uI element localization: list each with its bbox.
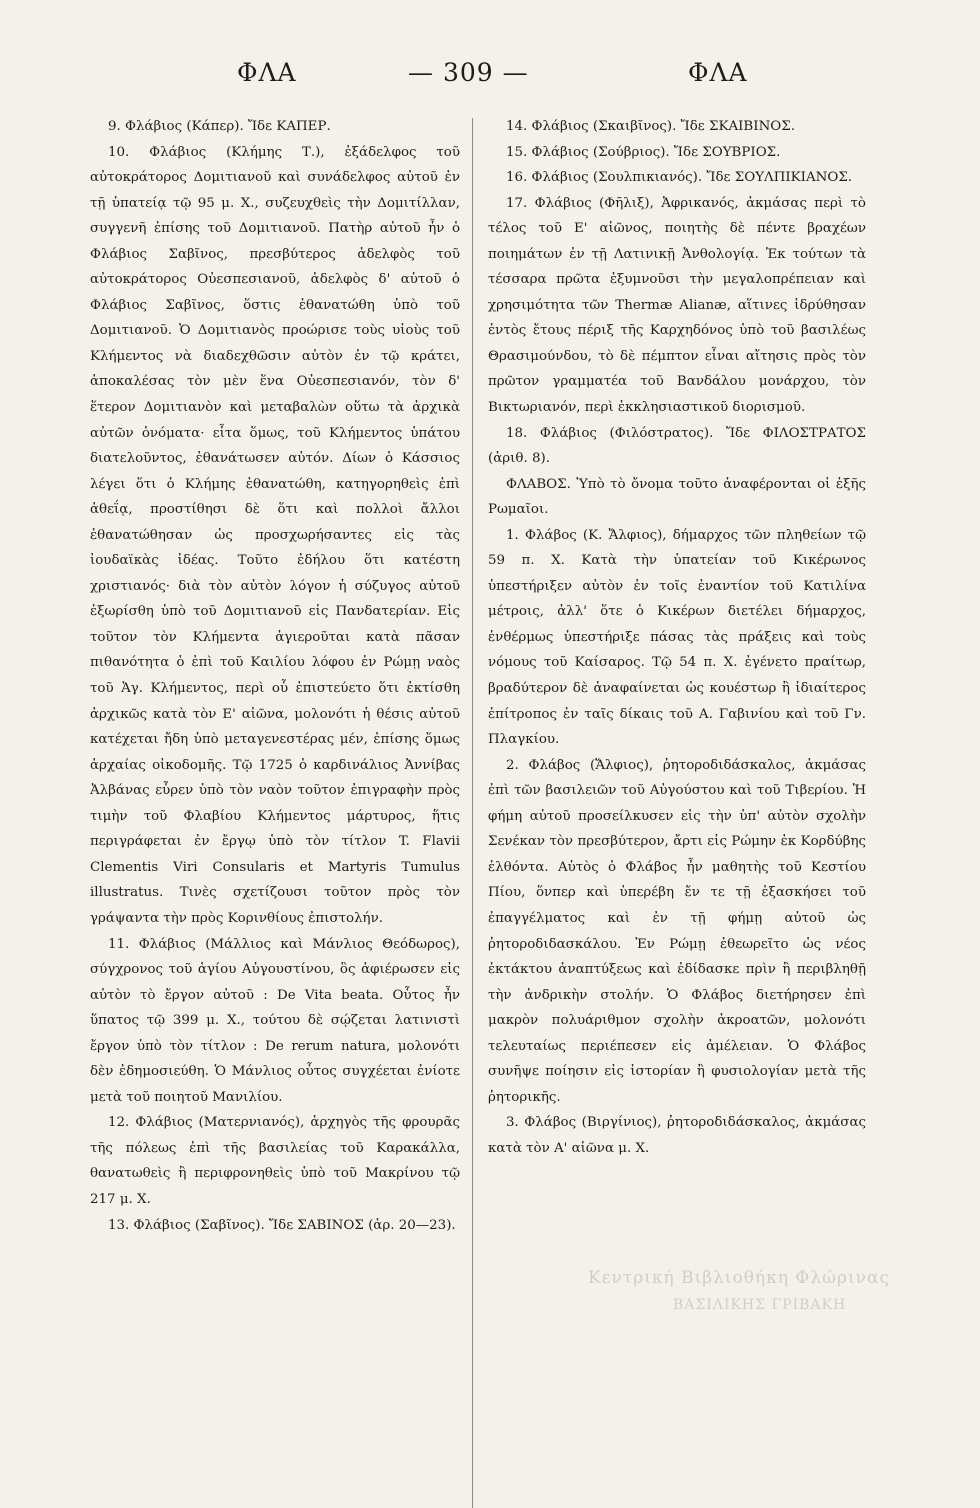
entry-17: 17. Φλάβιος (Φῆλιξ), Ἀφρικανός, ἀκμάσας περὶ τὸ τέλος τοῦ Ε' αἰῶνος, ποιητὴς δὲ πέντε βραχέων ποιημάτων ἐν τῇ Λατινικῇ Ἀνθολογίᾳ. Ἐκ τούτων τὰ τέσσαρα πρῶτα ἐξυμνοῦσι τὴν μεγαλοπρέπειαν καὶ χρησιμότητα τῶν Thermæ Alianæ, αἵτινες ἱδρύθησαν ἐντὸς ἔτους πέριξ τῆς Καρχηδόνος ὑπὸ τοῦ βασιλέως Θρασιμούνδου, τὸ δὲ πέμπτον εἶναι αἴτησις πρὸς τὸν πρῶτον γραμματέα τοῦ Βανδάλου μονάρχου, τὸν Βικτωριανόν, περὶ ἐκκλησιαστικοῦ διορισμοῦ. (488, 195, 866, 416)
right-column (488, 114, 866, 1161)
heading-flavos: ΦΛΑΒΟΣ. Ὑπὸ τὸ ὄνομα τοῦτο ἀναφέρονται οἱ ἑξῆς Ρωμαῖοι. (488, 476, 866, 518)
entry-14: 14. Φλάβιος (Σκαιβῖνος). Ἴδε ΣΚΑΙΒΙΝΟΣ. (506, 119, 795, 134)
entry-18: 18. Φλάβιος (Φιλόστρατος). Ἴδε ΦΙΛΟΣΤΡΑΤΟΣ (ἀριθ. 8). (488, 425, 866, 467)
left-column (90, 114, 460, 1238)
entry-12: 12. Φλάβιος (Ματερνιανός), ἀρχηγὸς τῆς φρουρᾶς τῆς πόλεως ἐπὶ τῆς βασιλείας τοῦ Καρακάλλα, θανατωθεὶς ἢ περιφρονηθεὶς ὑπὸ τοῦ Μακρίνου τῷ 217 μ. Χ. (90, 1115, 460, 1207)
entry-11: 11. Φλάβιος (Μάλλιος καὶ Μάνλιος Θεόδωρος), σύγχρονος τοῦ ἁγίου Αὐγουστίνου, ὃς ἀφιέρωσεν εἰς αὐτὸν τὸ ἔργον αὐτοῦ : De Vita beata. Οὗτος ἦν ὕπατος τῷ 399 μ. Χ., τούτου δὲ σῴζεται λατινιστὶ ἔργον ὑπὸ τὸν τίτλον : De rerum natura, μολονότι δὲν ἐδημοσιεύθη. Ὁ Μάνλιος οὗτος συγχέεται ἐνίοτε μετὰ τοῦ ποιητοῦ Μανιλίου. (90, 936, 460, 1105)
library-watermark-sub: ΒΑΣΙΛΙΚΗΣ ΓΡΙΒΑΚΗ (673, 1297, 847, 1313)
entry-15: 15. Φλάβιος (Σούβριος). Ἴδε ΣΟΥΒΡΙΟΣ. (506, 144, 781, 160)
column-divider (472, 118, 473, 1508)
header-left-word: ΦΛΑ (237, 58, 297, 87)
entry-13: 13. Φλάβιος (Σαβῖνος). Ἴδε ΣΑΒΙΝΟΣ (ἀρ. 20—23). (108, 1217, 456, 1233)
library-watermark: Κεντρική Βιβλιοθήκη Φλώρινας (588, 1268, 890, 1288)
entry-flavos-3: 3. Φλάβος (Βιργίνιος), ῥητοροδιδάσκαλος, ἀκμάσας κατὰ τὸν Α' αἰῶνα μ. Χ. (488, 1115, 866, 1156)
header-right-word: ΦΛΑ (688, 58, 748, 87)
page-number: — 309 — (408, 58, 529, 87)
entry-9: 9. Φλάβιος (Κάπερ). Ἴδε ΚΑΠΕΡ. (108, 119, 331, 134)
entry-10: 10. Φλάβιος (Κλήμης Τ.), ἐξάδελφος τοῦ αὐτοκράτορος Δομιτιανοῦ καὶ συνάδελφος αὐτοῦ ἐν τῇ ὑπατείᾳ τῷ 95 μ. Χ., συζευχθεὶς τὴν Δομιτίλλαν, συγγενῆ ἐπίσης τοῦ Δομιτιανοῦ. Πατὴρ αὐτοῦ ἦν ὁ Φλάβιος Σαβῖνος, πρεσβύτερος ἀδελφὸς τοῦ αὐτοκράτορος Οὐεσπεσιανοῦ, ἀδελφὸς δ' αὐτοῦ ὁ Φλάβιος Σαβῖνος, ὅστις ἐθανατώθη ὑπὸ τοῦ Δομιτιανοῦ. Ὁ Δομιτιανὸς προώρισε τοὺς υἱοὺς τοῦ Κλήμεντος νὰ διαδεχθῶσιν αὐτὸν ἐν τῷ κράτει, ἀποκαλέσας τὸν μὲν ἕνα Οὐεσπεσιανόν, τὸν δ' ἕτερον Δομιτιανὸν καὶ μεταβαλὼν οὕτω τὰ ἀρχικὰ αὐτῶν ὀνόματα· εἶτα ὅμως, τοῦ Κλήμεντος ὑπάτου διατελοῦντος, ἐθανάτωσεν αὐτόν. Δίων ὁ Κάσσιος λέγει ὅτι ὁ Κλήμης ἐθανατώθη, κατηγορηθεὶς ἐπὶ ἀθεΐᾳ, προστίθησι δὲ ὅτι καὶ πολλοὶ ἄλλοι ἐθανατώθησαν ὡς προσχωρήσαντες εἰς τὰς ἰουδαϊκὰς ἰδέας. Τοῦτο ἐδήλου ὅτι κατέστη χριστιανός· διὰ τὸν αὐτὸν λόγον ἡ σύζυγος αὐτοῦ ἐξωρίσθη ὑπὸ τοῦ Δομιτιανοῦ εἰς Πανδατερίαν. Εἰς τοῦτον τὸν Κλήμεντα ἀγιεροῦται κατὰ πᾶσαν πιθανότητα ὁ ἐπὶ τοῦ Καιλίου λόφου ἐν Ρώμῃ ναὸς τοῦ Ἁγ. Κλήμεντος, περὶ οὗ ἐπιστεύετο ὅτι ἐκτίσθη ἀρχικῶς κατὰ τὸν Ε' αἰῶνα, μολονότι ἡ θέσις αὐτοῦ κατέχεται ἤδη ὑπὸ μεταγενεστέρας μέν, ἐπίσης ὅμως ἀρχαίας οἰκοδομῆς. Τῷ 1725 ὁ καρδινάλιος Ἀννίβας Ἀλβάνας εὗρεν ὑπὸ τὸν ναὸν τοῦτον ἐπιγραφὴν πρὸς τιμὴν τοῦ Φλαβίου Κλήμεντος μάρτυρος, ἥτις περιγράφεται ἐν ἔργῳ ὑπὸ τὸν τίτλον T. Flavii Clementis Viri Consularis et Martyris Tumulus illustratus. Τινὲς σχετίζουσι τοῦτον πρὸς τὸν γράψαντα τὴν πρὸς Κορινθίους ἐπιστολήν. (90, 144, 460, 926)
entry-flavos-2: 2. Φλάβος (Ἄλφιος), ῥητοροδιδάσκαλος, ἀκμάσας ἐπὶ τῶν βασιλειῶν τοῦ Αὐγούστου καὶ τοῦ Τιβερίου. Ἡ φήμη αὐτοῦ προσείλκυσεν εἰς τὴν ὑπ' αὐτὸν σχολὴν Σενέκαν τὸν πρεσβύτερον, ἄρτι εἰς Ρώμην ἐκ Κορδύβης ἐλθόντα. Αὐτὸς ὁ Φλάβος ἦν μαθητὴς τοῦ Κεστίου Πίου, ὅνπερ καὶ ὑπερέβη ἔν τε τῇ ἐξασκήσει τοῦ ἐπαγγέλματος καὶ ἐν τῇ φήμῃ αὐτοῦ ὡς ῥητοροδιδασκάλου. Ἐν Ρώμῃ ἐθεωρεῖτο ὡς νέος ἐκτάκτου ἀναπτύξεως καὶ ἐδίδασκε πρὶν ἢ περιβληθῇ τὴν ἀνδρικὴν στολήν. Ὁ Φλάβος διετήρησεν ἐπὶ μακρὸν πολυάριθμον σχολὴν ἀκροατῶν, μολονότι τελευταίως περιέπεσεν εἰς ἀμέλειαν. Ὁ Φλάβος συνῆψε ποίησιν εἰς ἱστορίαν ἢ φυσιολογίαν μετὰ τῆς ῥητορικῆς. (488, 757, 866, 1105)
running-header (0, 58, 980, 98)
entry-16: 16. Φλάβιος (Σουλπικιανός). Ἴδε ΣΟΥΛΠΙΚΙΑΝΟΣ. (506, 170, 853, 186)
entry-flavos-1: 1. Φλάβος (Κ. Ἄλφιος), δήμαρχος τῶν πληθείων τῷ 59 π. Χ. Κατὰ τὴν ὑπατείαν τοῦ Κικέρωνος ὑπεστήριξεν αὐτὸν ἐν τοῖς ἐναντίον τοῦ Κατιλίνα μέτροις, ἀλλ' ὅτε ὁ Κικέρων διετέλει δήμαρχος, ἐνθέρμως ὑπεστήριξε πάσας τὰς πράξεις καὶ τοὺς νόμους τοῦ Καίσαρος. Τῷ 54 π. Χ. ἐγένετο πραίτωρ, βραδύτερον δὲ ἀναφαίνεται ὡς κουέστωρ ἢ ἰδιαίτερος ἐπίτροπος ἐν ταῖς δίκαις τοῦ Α. Γαβινίου καὶ τοῦ Γν. Πλαγκίου. (488, 527, 866, 748)
